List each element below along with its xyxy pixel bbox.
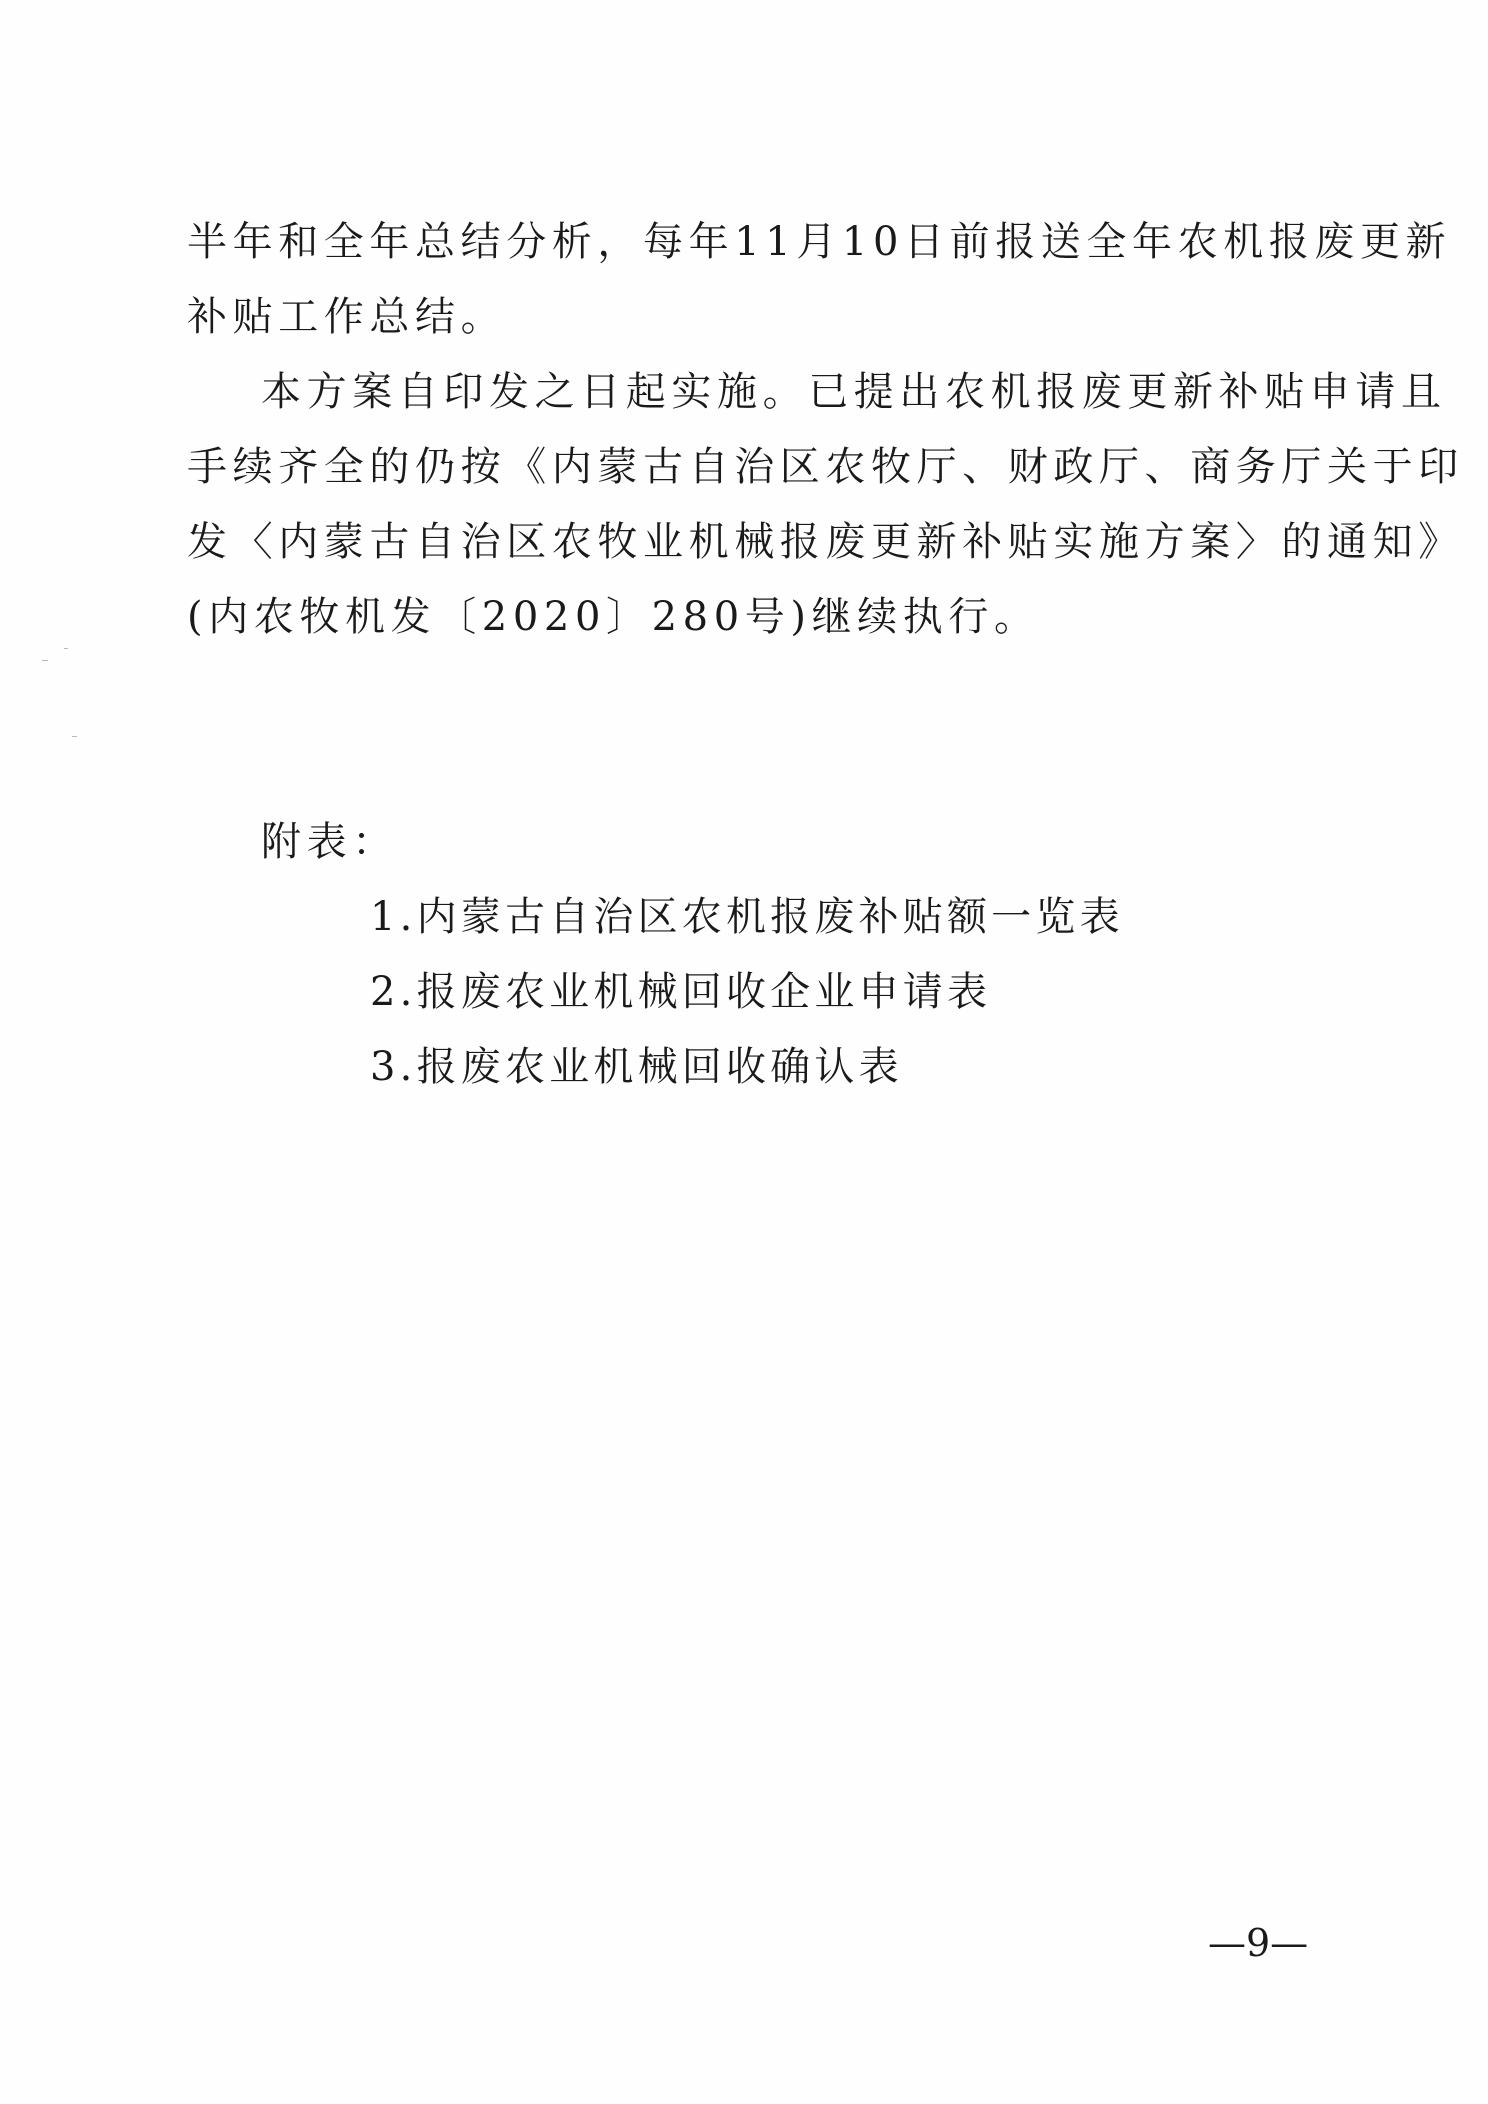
body-text-line: 发〈内蒙古自治区农牧业机械报废更新补贴实施方案〉的通知》 [187,519,1464,565]
body-text-line: (内农牧机发〔2020〕280号)继续执行。 [187,594,1040,640]
annex-item: 2.报废农业机械回收企业申请表 [370,969,992,1015]
body-text-line: 补贴工作总结。 [187,294,507,340]
scan-speck [72,736,77,737]
body-text-line: 手续齐全的仍按《内蒙古自治区农牧厅、财政厅、商务厅关于印 [187,444,1464,490]
scan-speck [42,660,48,661]
scan-speck [64,648,68,649]
body-text-line: 本方案自印发之日起实施。已提出农机报废更新补贴申请且 [261,369,1447,415]
annex-item: 1.内蒙古自治区农机报废补贴额一览表 [370,894,1124,940]
annex-label: 附表： [261,819,398,865]
page-number: —9— [1208,1921,1309,1965]
body-text-line: 半年和全年总结分析，每年11月10日前报送全年农机报废更新 [187,219,1452,265]
annex-item: 3.报废农业机械回收确认表 [370,1044,903,1090]
